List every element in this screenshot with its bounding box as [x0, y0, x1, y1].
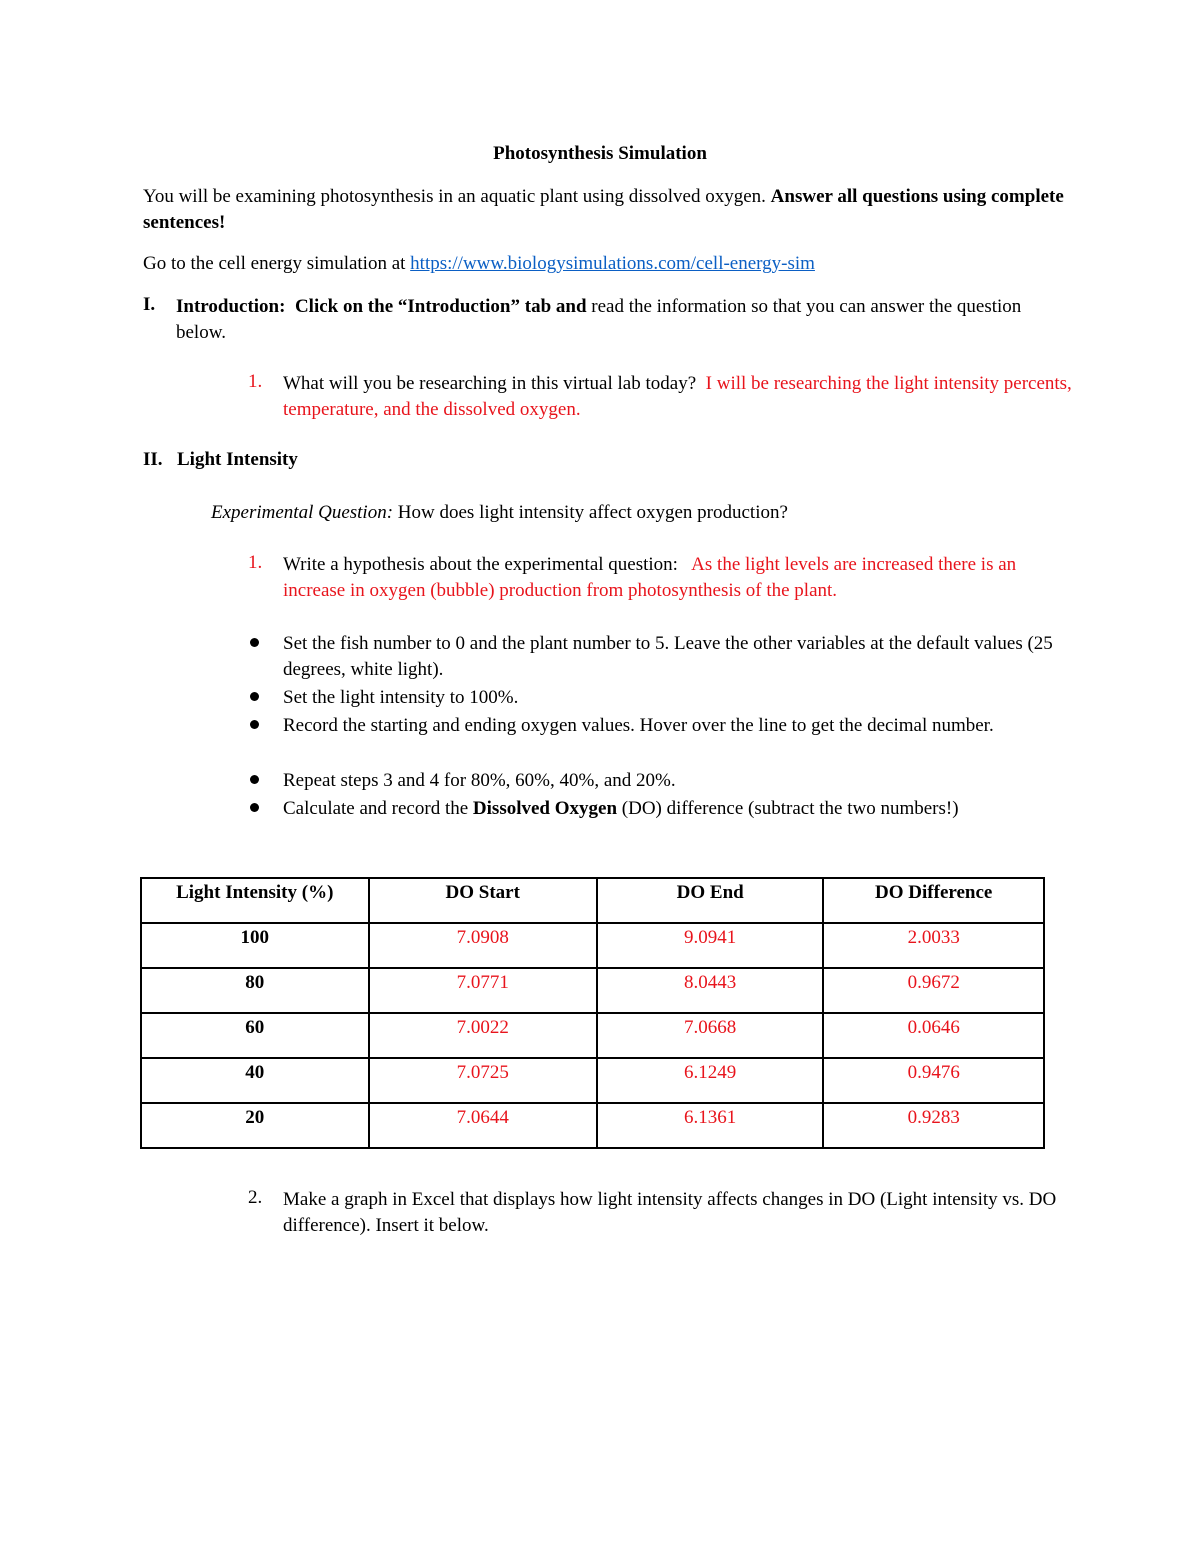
step-item-3: Record the starting and ending oxygen values. Hover over the line to get the decimal number. — [283, 715, 994, 736]
table-cell: 2.0033 — [823, 923, 1044, 968]
table-row — [141, 1013, 1044, 1058]
experimental-question-text: How does light intensity affect oxygen production? — [397, 502, 788, 523]
table-cell: 7.0771 — [369, 968, 597, 1013]
section1-answer: I will be researching the light intensity percents, temperature, and the dissolved oxygen. — [283, 373, 1072, 420]
page-title: Photosynthesis Simulation — [493, 143, 707, 164]
table-header-cell: Light Intensity (%) — [141, 878, 369, 923]
table-cell: 100 — [141, 923, 369, 968]
step-item-5-before: Calculate and record the — [283, 798, 469, 819]
goto-text: Go to the cell energy simulation at — [143, 253, 406, 274]
table-cell: 7.0908 — [369, 923, 597, 968]
experimental-question — [211, 500, 788, 526]
question2-number: 2. — [248, 1187, 263, 1208]
table-row — [141, 923, 1044, 968]
section1-instruction-bold: Click on the “Introduction” tab and — [294, 296, 587, 317]
table-cell: 8.0443 — [597, 968, 823, 1013]
table-cell: 7.0644 — [369, 1103, 597, 1148]
table-header-cell: DO End — [597, 878, 823, 923]
bullet-icon — [250, 720, 259, 729]
section1-instruction-rest: read the information so that you can answer the question below. — [176, 296, 1022, 343]
section2-hypothesis-answer: As the light levels are increased there is an increase in oxygen (bubble) production from photosynthesis of the plant. — [283, 554, 1017, 601]
table-row — [141, 968, 1044, 1013]
step-item-5-bold: Dissolved Oxygen — [472, 798, 618, 819]
table-cell: 40 — [141, 1058, 369, 1103]
table-header-cell: DO Start — [369, 878, 597, 923]
table-cell: 0.9476 — [823, 1058, 1044, 1103]
section2-numeral: II. — [143, 449, 163, 470]
table-cell: 80 — [141, 968, 369, 1013]
goto-paragraph — [143, 251, 1073, 277]
table-cell: 9.0941 — [597, 923, 823, 968]
table-cell: 7.0668 — [597, 1013, 823, 1058]
intro-bold-instruction: Answer all questions using complete sentences! — [143, 186, 1064, 233]
table-cell: 0.9283 — [823, 1103, 1044, 1148]
step-item-4: Repeat steps 3 and 4 for 80%, 60%, 40%, and 20%. — [283, 770, 676, 791]
step-item-5-after: (DO) difference (subtract the two numbers!) — [621, 798, 959, 819]
section1-question: What will you be researching in this virtual lab today? — [283, 373, 697, 394]
table-cell: 20 — [141, 1103, 369, 1148]
experimental-question-label: Experimental Question: — [211, 502, 394, 523]
question2-text: Make a graph in Excel that displays how light intensity affects changes in DO (Light intensity vs. DO difference). Insert it below. — [283, 1189, 1057, 1236]
table-row — [141, 1058, 1044, 1103]
intro-paragraph — [143, 184, 1073, 236]
section2-question-number: 1. — [248, 552, 263, 573]
table-cell: 7.0022 — [369, 1013, 597, 1058]
table-cell: 6.1361 — [597, 1103, 823, 1148]
section1-heading: Introduction: — [176, 296, 286, 317]
step-item-5 — [283, 796, 1073, 822]
table-cell: 6.1249 — [597, 1058, 823, 1103]
table-cell: 0.0646 — [823, 1013, 1044, 1058]
section2-heading: Light Intensity — [177, 449, 298, 470]
step-item-2: Set the light intensity to 100%. — [283, 687, 519, 708]
table-header-row — [141, 878, 1044, 923]
bullet-icon — [250, 638, 259, 647]
table-cell: 60 — [141, 1013, 369, 1058]
simulation-link[interactable]: https://www.biologysimulations.com/cell-energy-sim — [410, 253, 815, 274]
bullet-icon — [250, 692, 259, 701]
data-table — [140, 877, 1045, 1149]
section2-question: Write a hypothesis about the experimental question: — [283, 554, 678, 575]
section1-question-number: 1. — [248, 371, 263, 392]
table-cell: 0.9672 — [823, 968, 1044, 1013]
section1-question-block — [283, 371, 1073, 423]
section1-instruction — [176, 294, 1073, 346]
bullet-icon — [250, 803, 259, 812]
table-header-cell: DO Difference — [823, 878, 1044, 923]
table-cell: 7.0725 — [369, 1058, 597, 1103]
section2-question-block — [283, 552, 1073, 604]
bullet-icon — [250, 775, 259, 784]
step-item-1: Set the fish number to 0 and the plant number to 5. Leave the other variables at the default values (25 degrees, white light). — [283, 633, 1053, 680]
intro-text: You will be examining photosynthesis in an aquatic plant using dissolved oxygen. — [143, 186, 766, 207]
table-row — [141, 1103, 1044, 1148]
section1-numeral: I. — [143, 294, 156, 315]
